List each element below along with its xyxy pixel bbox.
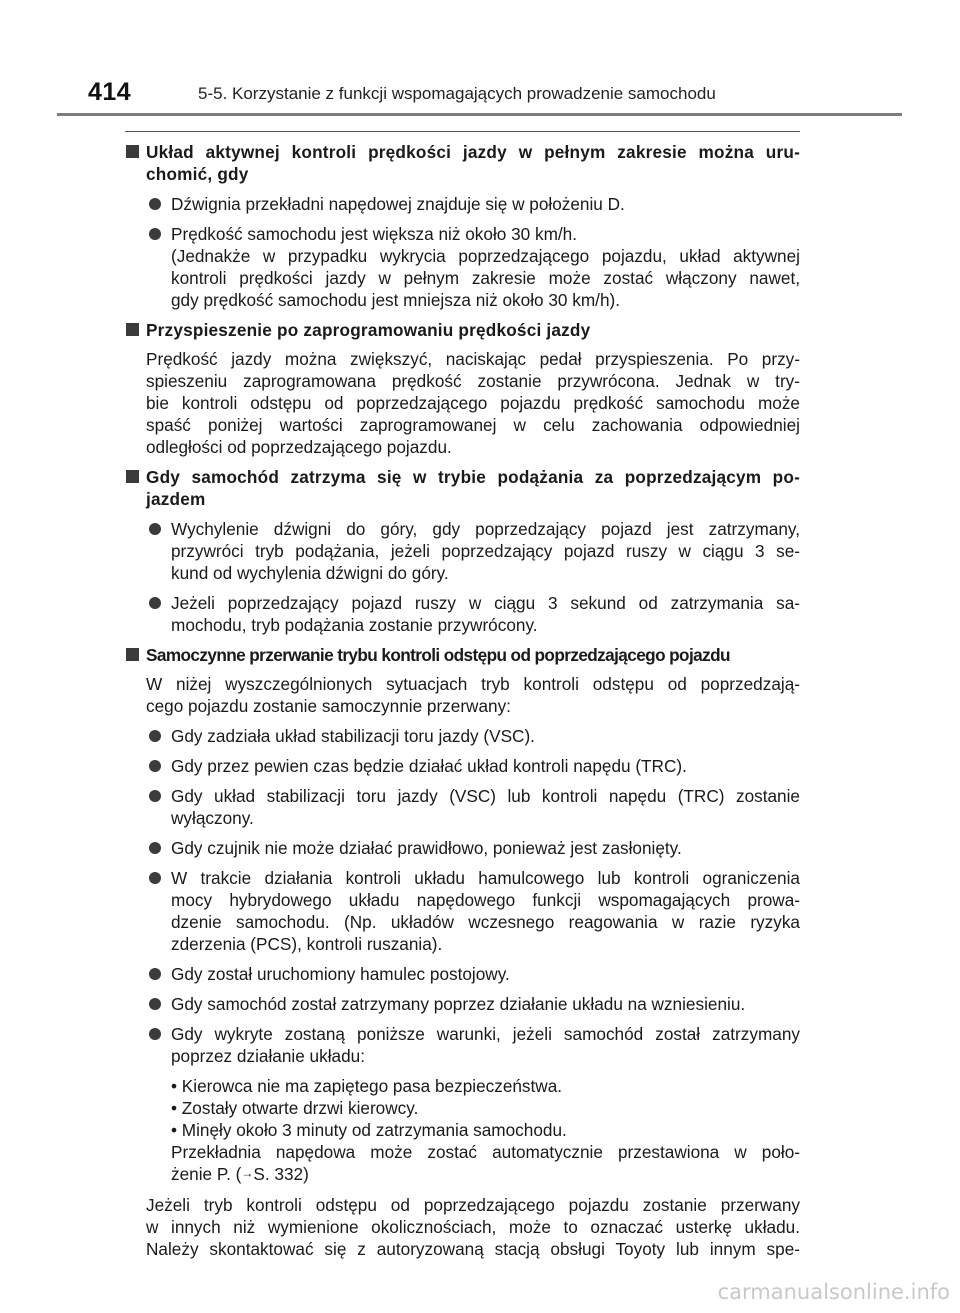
sub-list: • Kierowca nie ma zapiętego pasa bezpieczeństwa. • Zostały otwarte drzwi kierowcy. • Minęły około 3 minuty od zatrzymania samochodu. Przekładnia napędowa może zostać automatycznie przestawiona w poło- żenie P. (→S. 332) xyxy=(146,1075,800,1187)
square-bullet-icon xyxy=(126,648,139,661)
section-title: Samoczynne przerwanie trybu kontroli odstępu od poprzedzającego pojazdu xyxy=(146,645,730,665)
round-bullet-icon xyxy=(149,872,161,884)
square-bullet-icon xyxy=(126,323,139,336)
list-item: Prędkość samochodu jest większa niż około 30 km/h. (Jednakże w przypadku wykrycia poprzedzającego pojazdu, układ aktywnej kontroli prędkości jazdy w pełnym zakresie może zostać włączony nawet, gdy prędkość samochodu jest mniejsza niż około 30 km/h). xyxy=(146,223,800,311)
round-bullet-icon xyxy=(149,998,161,1010)
round-bullet-icon xyxy=(149,198,161,210)
page-content xyxy=(126,141,800,1268)
round-bullet-icon xyxy=(149,228,161,240)
section-title: Przyspieszenie po zaprogramowaniu prędkości jazdy xyxy=(146,320,591,340)
header-rule xyxy=(57,113,902,116)
round-bullet-icon xyxy=(149,968,161,980)
section-automatic-cancel xyxy=(126,644,800,1260)
list-item: W trakcie działania kontroli układu hamulcowego lub kontroli ograniczenia mocy hybrydowego układu napędowego funkcji wspomagających prowa- dzenie samochodu. (Np. układów wczesnego reagowania w razie ryzyka zderzenia (PCS), kontroli ruszania). xyxy=(146,867,800,955)
square-bullet-icon xyxy=(126,470,139,483)
section-follow-mode-stop xyxy=(126,466,800,636)
list-item: Gdy czujnik nie może działać prawidłowo, ponieważ jest zasłonięty. xyxy=(146,837,800,859)
section-acceleration xyxy=(126,319,800,458)
section-full-range-cruise-conditions xyxy=(126,141,800,311)
list-item: Gdy zadziała układ stabilizacji toru jazdy (VSC). xyxy=(146,725,800,747)
paragraph: Prędkość jazdy można zwiększyć, naciskając pedał przyspieszenia. Po przy- spieszeniu zaprogramowana prędkość zostanie przywrócona. Jednak w try- bie kontroli odstępu od poprzedzającego pojazdu prędkość samochodu może spaść poniżej wartości zaprogramowanej w celu zachowania odpowiedniej odległości od poprzedzającego pojazdu. xyxy=(146,349,800,457)
paragraph: W niżej wyszczególnionych sytuacjach tryb kontroli odstępu od poprzedzają- cego pojazdu zostanie samoczynnie przerwany: xyxy=(146,674,800,716)
list-item: Gdy przez pewien czas będzie działać układ kontroli napędu (TRC). xyxy=(146,755,800,777)
round-bullet-icon xyxy=(149,730,161,742)
square-bullet-icon xyxy=(126,145,139,158)
round-bullet-icon xyxy=(149,842,161,854)
chapter-title: 5-5. Korzystanie z funkcji wspomagających prowadzenie samochodu xyxy=(198,84,716,103)
round-bullet-icon xyxy=(149,760,161,772)
list-item: Gdy samochód został zatrzymany poprzez działanie układu na wzniesieniu. xyxy=(146,993,800,1015)
watermark: carmanualsonline.info xyxy=(717,1280,950,1304)
list-item: Gdy wykryte zostaną poniższe warunki, jeżeli samochód został zatrzymany poprzez działanie układu: xyxy=(146,1023,800,1067)
list-item: Gdy został uruchomiony hamulec postojowy. xyxy=(146,963,800,985)
round-bullet-icon xyxy=(149,1028,161,1040)
page-reference: żenie P. (→S. 332) xyxy=(171,1164,309,1184)
list-item: Jeżeli poprzedzający pojazd ruszy w ciągu 3 sekund od zatrzymania sa- mochodu, tryb podążania zostanie przywrócony. xyxy=(146,592,800,636)
list-item: Wychylenie dźwigni do góry, gdy poprzedzający pojazd jest zatrzymany, przywróci tryb podążania, jeżeli poprzedzający pojazd ruszy w ciągu 3 se- kund od wychylenia dźwigni do góry. xyxy=(146,518,800,584)
section-title: Układ aktywnej kontroli prędkości jazdy w pełnym zakresie można uru- chomić, gdy xyxy=(146,142,800,184)
round-bullet-icon xyxy=(149,597,161,609)
paragraph: Jeżeli tryb kontroli odstępu od poprzedzającego pojazdu zostanie przerwany w innych niż wymienione okolicznościach, może to oznaczać usterkę układu. Należy skontaktować się z autoryzowaną stacją obsługi Toyoty lub innym spe- xyxy=(146,1195,800,1259)
page-number: 414 xyxy=(88,78,132,106)
arrow-right-icon: → xyxy=(241,1166,254,1180)
section-title: Gdy samochód zatrzyma się w trybie podążania za poprzedzającym po- jazdem xyxy=(146,467,800,509)
round-bullet-icon xyxy=(149,523,161,535)
list-item: Gdy układ stabilizacji toru jazdy (VSC) lub kontroli napędu (TRC) zostanie wyłączony. xyxy=(146,785,800,829)
round-bullet-icon xyxy=(149,790,161,802)
list-item: Dźwignia przekładni napędowej znajduje się w położeniu D. xyxy=(146,193,800,215)
page-header xyxy=(0,0,960,118)
section-rule xyxy=(125,131,800,132)
